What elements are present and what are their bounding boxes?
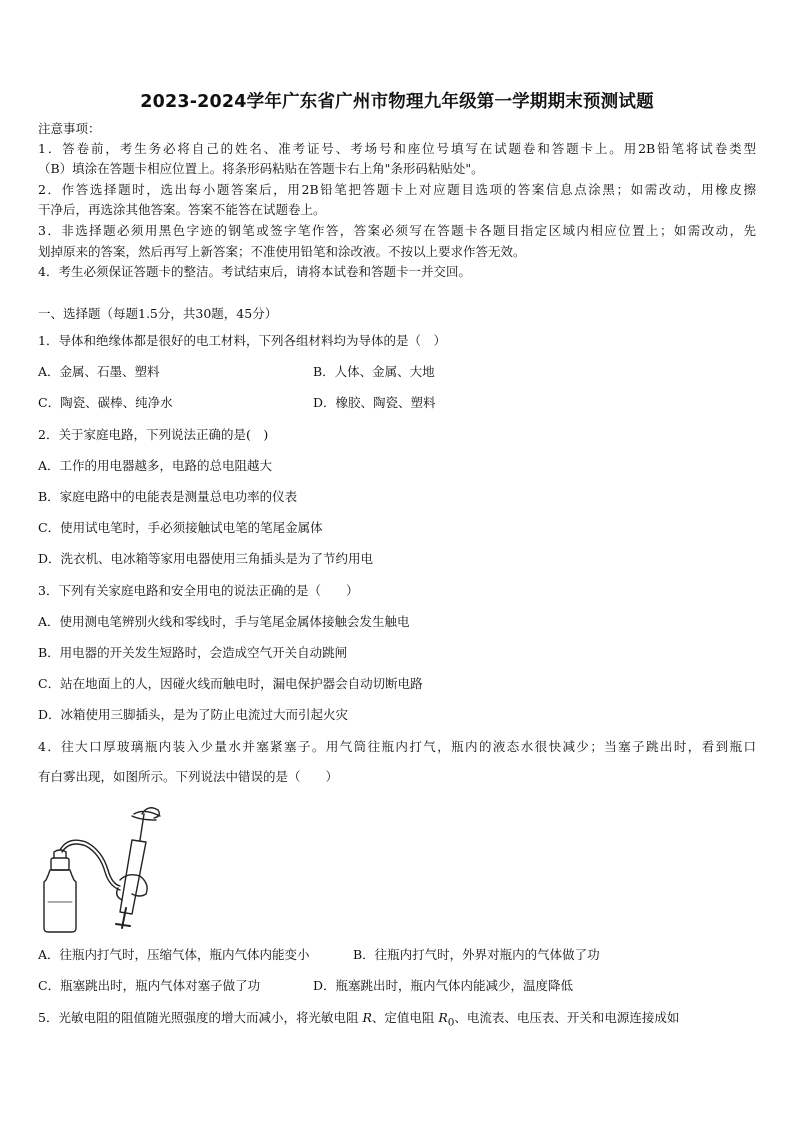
q4-option-b: B．往瓶内打气时，外界对瓶内的气体做了功 [353, 947, 600, 962]
q2-option-d: D．洗衣机、电冰箱等家用电器使用三角插头是为了节约用电 [38, 551, 374, 566]
notice-line: 1．答卷前，考生务必将自己的姓名、准考证号、考场号和座位号填写在试题卷和答题卡上。用2B铅笔将试卷类型 [38, 141, 756, 156]
q2-option-c: C．使用试电笔时，手必须接触试电笔的笔尾金属体 [38, 520, 323, 535]
notice-header: 注意事项： [38, 121, 101, 136]
q4-stem-continued: 有白雾出现，如图所示。下列说法中错误的是（ ） [38, 769, 339, 784]
q5-stem [38, 1010, 679, 1031]
section-heading: 一、选择题（每题1.5分，共30题，45分） [38, 306, 278, 321]
q1-stem: 1．导体和绝缘体都是很好的电工材料，下列各组材料均为导体的是（ ） [38, 333, 446, 348]
notice-line: 3．非选择题必须用黑色字迹的钢笔或签字笔作答，答案必须写在答题卡各题目指定区域内相应位置上；如需改动，先 [38, 223, 756, 238]
notice-line: 干净后，再选涂其他答案。答案不能答在试题卷上。 [38, 202, 326, 217]
q5-var-r: R [362, 1010, 372, 1025]
q2-stem: 2．关于家庭电路，下列说法正确的是( ) [38, 427, 269, 442]
q4-stem: 4．往大口厚玻璃瓶内装入少量水并塞紧塞子。用气筒往瓶内打气，瓶内的液态水很快减少；当塞子跳出时，看到瓶口 [38, 739, 756, 754]
q2-option-b: B．家庭电路中的电能表是测量总电功率的仪表 [38, 489, 298, 504]
page-title: 2023-2024学年广东省广州市物理九年级第一学期期末预测试题 [140, 92, 654, 112]
q3-option-c: C．站在地面上的人，因碰火线而触电时，漏电保护器会自动切断电路 [38, 676, 423, 691]
q4-option-c: C．瓶塞跳出时，瓶内气体对塞子做了功 [38, 978, 261, 993]
q3-option-d: D．冰箱使用三脚插头，是为了防止电流过大而引起火灾 [38, 707, 349, 722]
notice-line: 4．考生必须保证答题卡的整洁。考试结束后，请将本试卷和答题卡一并交回。 [38, 264, 471, 279]
q3-option-b: B．用电器的开关发生短路时，会造成空气开关自动跳闸 [38, 645, 348, 660]
q1-option-a: A．金属、石墨、塑料 [38, 364, 160, 379]
q4-option-a: A．往瓶内打气时，压缩气体，瓶内气体内能变小 [38, 947, 310, 962]
q5-stem-part: 、定值电阻 [371, 1010, 435, 1025]
q2-option-a: A．工作的用电器越多，电路的总电阻越大 [38, 458, 273, 473]
q1-option-b: B．人体、金属、大地 [313, 364, 435, 379]
q5-stem-part: 、电流表、电压表、开关和电源连接成如 [454, 1010, 680, 1025]
q5-var-r0: R [438, 1010, 448, 1025]
q5-var-r0-subscript: 0 [447, 1016, 455, 1029]
notice-line: （B）填涂在答题卡相应位置上。将条形码粘贴在答题卡右上角"条形码粘贴处"。 [38, 161, 484, 176]
q4-option-d: D．瓶塞跳出时，瓶内气体内能减少，温度降低 [313, 978, 574, 993]
bottle-pump-figure [36, 806, 166, 936]
notice-line: 划掉原来的答案，然后再写上新答案；不准使用铅笔和涂改液。不按以上要求作答无效。 [38, 244, 526, 259]
q1-option-c: C．陶瓷、碳棒、纯净水 [38, 395, 173, 410]
q5-stem-part: 5．光敏电阻的阻值随光照强度的增大而减小，将光敏电阻 [38, 1010, 359, 1025]
q1-option-d: D．橡胶、陶瓷、塑料 [313, 395, 436, 410]
q3-option-a: A．使用测电笔辨别火线和零线时，手与笔尾金属体接触会发生触电 [38, 614, 410, 629]
q3-stem: 3．下列有关家庭电路和安全用电的说法正确的是（ ） [38, 583, 359, 598]
notice-line: 2．作答选择题时，选出每小题答案后，用2B铅笔把答题卡上对应题目选项的答案信息点涂黑；如需改动，用橡皮擦 [38, 182, 757, 197]
